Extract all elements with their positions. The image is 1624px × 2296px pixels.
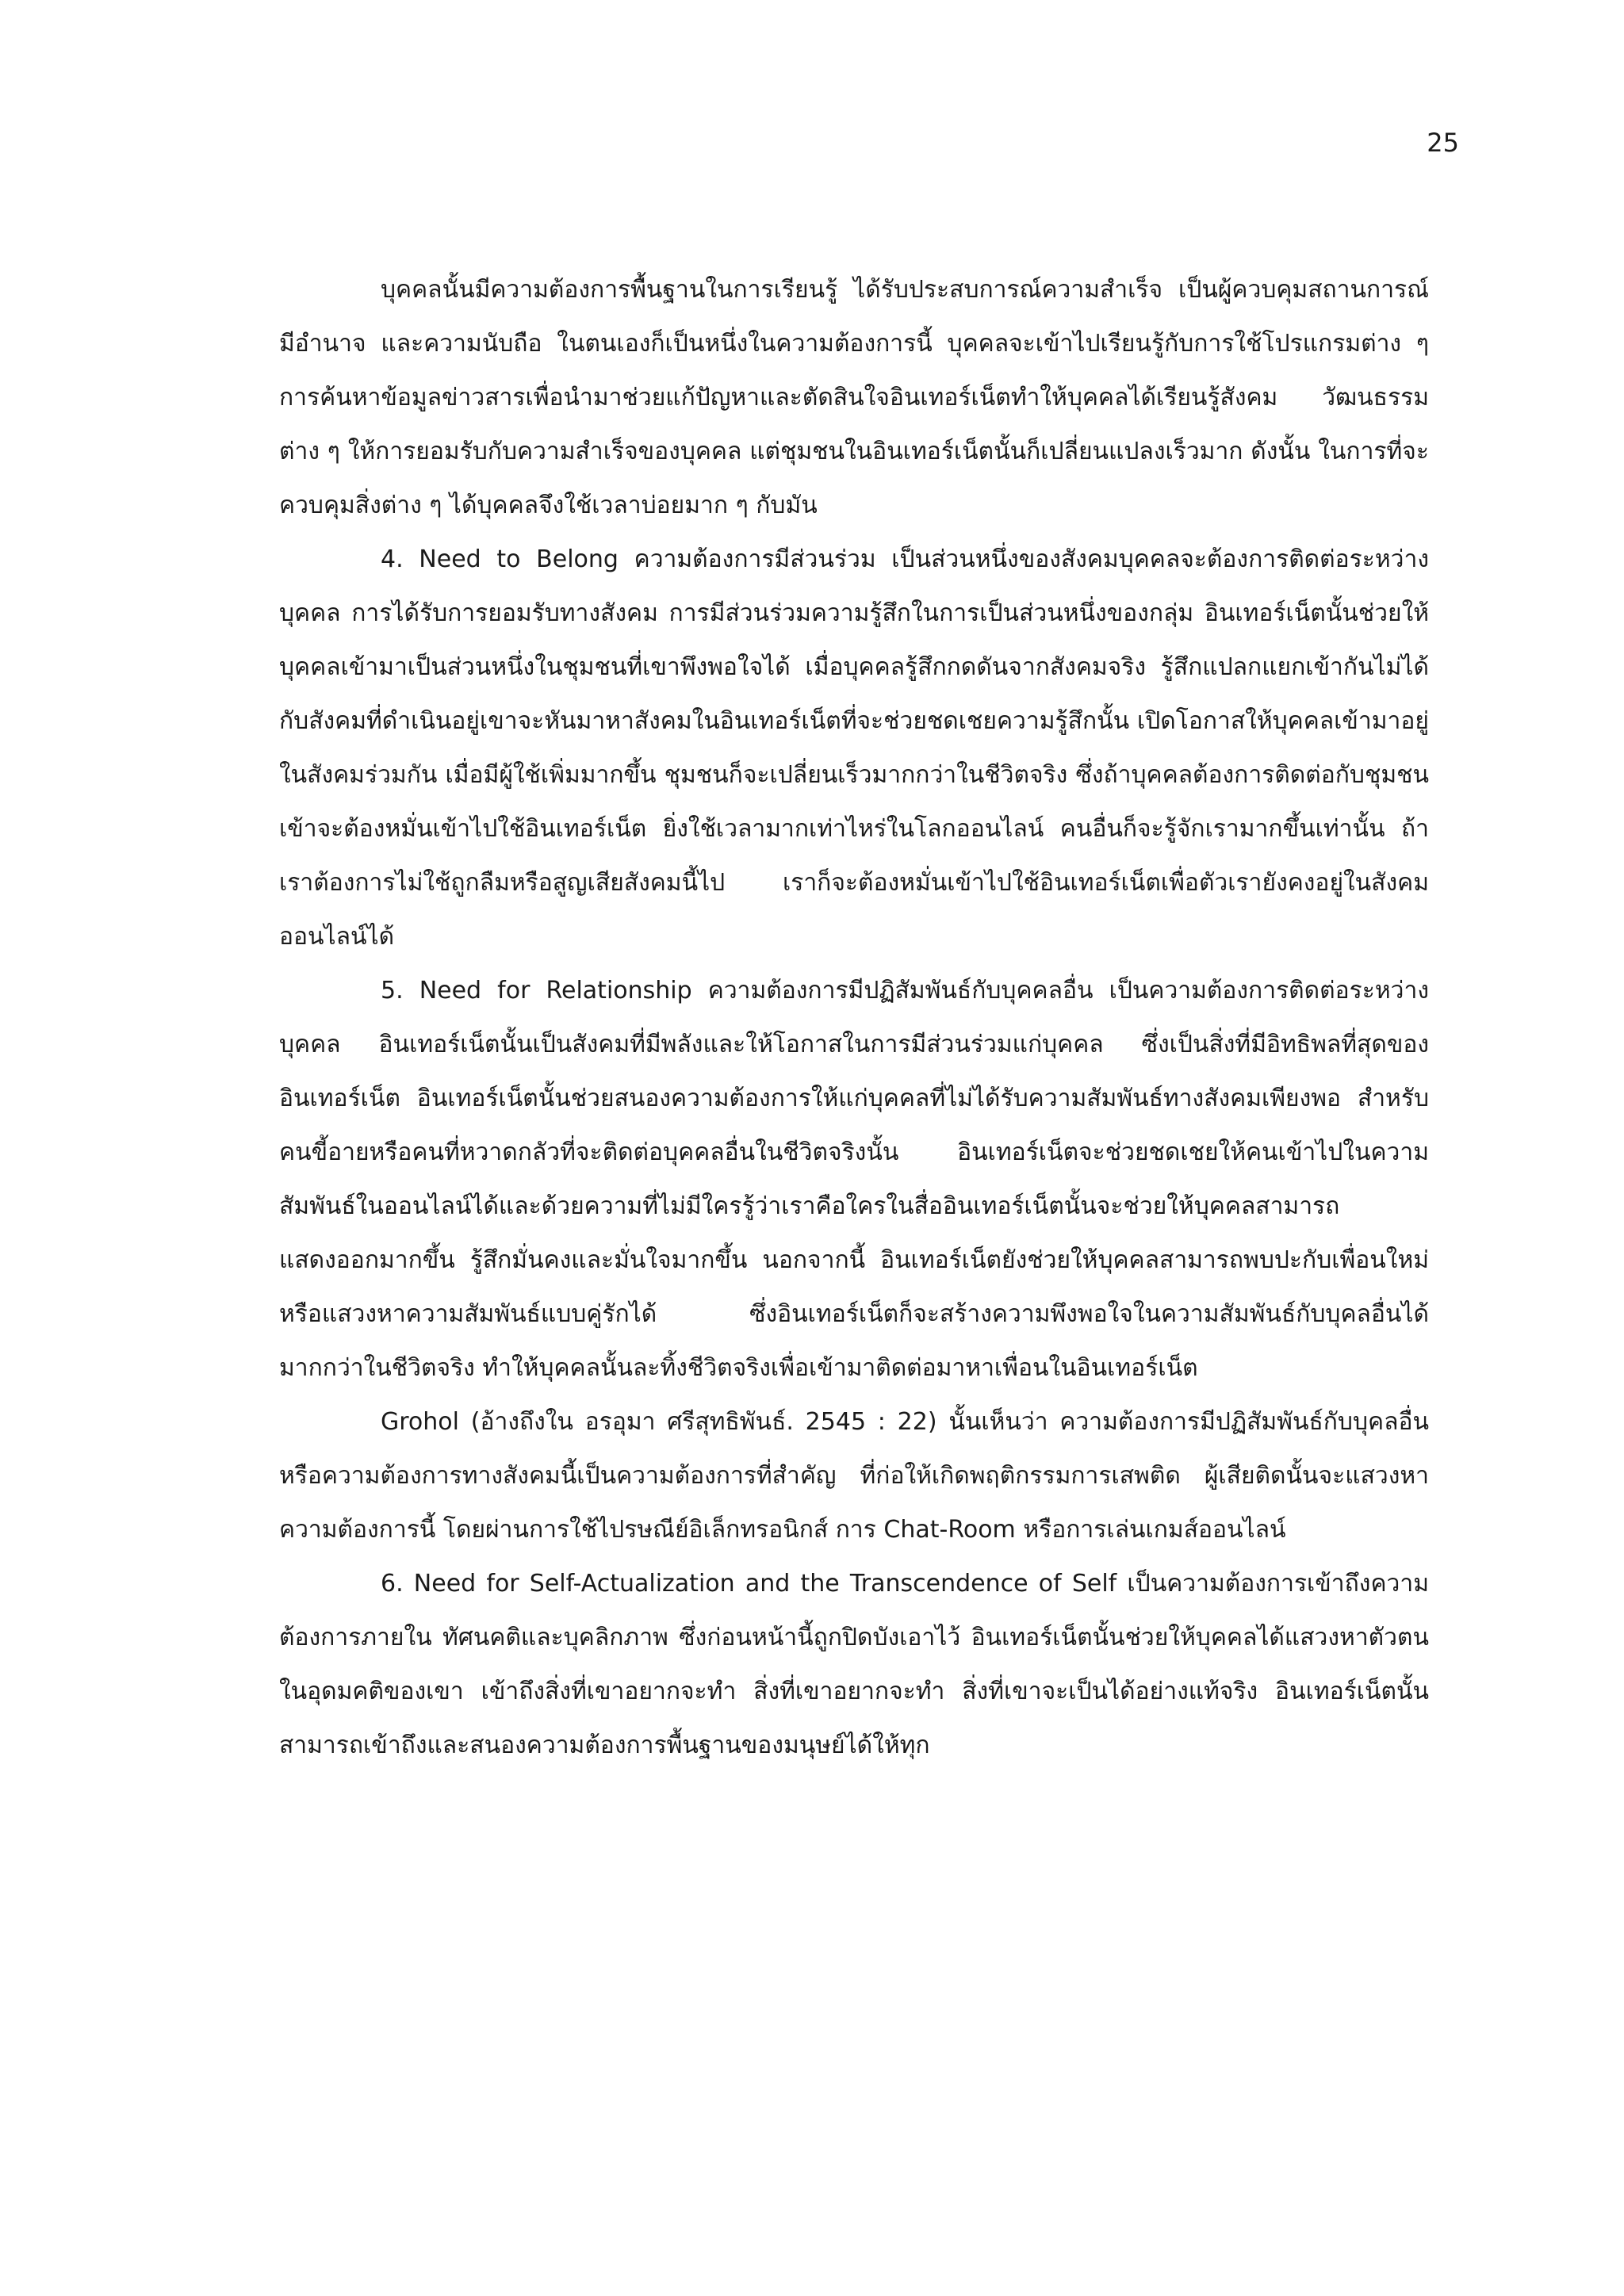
paragraph-need-to-belong: 4. Need to Belong ความต้องการมีส่วนร่วม เป็นส่วนหนึ่งของสังคมบุคคลจะต้องการติดต่อระหว่างบุคคล การได้รับการยอมรับทางสังคม การมีส่วนร่วมความรู้สึกในการเป็นส่วนหนึ่งของกลุ่ม อินเทอร์เน็ตนั้นช่วยให้บุคคลเข้ามาเป็นส่วนหนึ่งในชุมชนที่เขาพึงพอใจได้ เมื่อบุคคลรู้สึกกดดันจากสังคมจริง รู้สึกแปลกแยกเข้ากันไม่ได้กับสังคมที่ดำเนินอยู่เขาจะหันมาหาสังคมในอินเทอร์เน็ตที่จะช่วยชดเชยความรู้สึกนั้น เปิดโอกาสให้บุคคลเข้ามาอยู่ในสังคมร่วมกัน เมื่อมีผู้ใช้เพิ่มมากขึ้น ชุมชนก็จะเปลี่ยนเร็วมากกว่าในชีวิตจริง ซึ่งถ้าบุคคลต้องการติดต่อกับชุมชน เข้าจะต้องหมั่นเข้าไปใช้อินเทอร์เน็ต ยิ่งใช้เวลามากเท่าไหร่ในโลกออนไลน์ คนอื่นก็จะรู้จักเรามากขึ้นเท่านั้น ถ้าเราต้องการไม่ใช้ถูกลืมหรือสูญเสียสังคมนี้ไป เราก็จะต้องหมั่นเข้าไปใช้อินเทอร์เน็ตเพื่อตัวเรายังคงอยู่ในสังคมออนไลน์ได้ [279,545,1429,951]
paragraph-self-actualization: 6. Need for Self-Actualization and the Transcendence of Self เป็นความต้องการเข้าถึงความต้องการภายใน ทัศนคติและบุคลิกภาพ ซึ่งก่อนหน้านี้ถูกปิดบังเอาไว้ อินเทอร์เน็ตนั้นช่วยให้บุคคลได้แสวงหาตัวตนในอุดมคติของเขา เข้าถึงสิ่งที่เขาอยากจะทำ สิ่งที่เขาอยากจะทำ สิ่งที่เขาจะเป็นได้อย่างแท้จริง อินเทอร์เน็ตนั้นสามารถเข้าถึงและสนองความต้องการพื้นฐานของมนุษย์ได้ให้ทุก [279,1570,1429,1759]
paragraph-grohol-citation: Grohol (อ้างถึงใน อรอุมา ศรีสุทธิพันธ์. 2545 : 22) นั้นเห็นว่า ความต้องการมีปฏิสัมพันธ์กับบุคลอื่น หรือความต้องการทางสังคมนี้เป็นความต้องการที่สำคัญ ที่ก่อให้เกิดพฤติกรรมการเสพติด ผู้เสียติดนั้นจะแสวงหาความต้องการนี้ โดยผ่านการใช้ไปรษณีย์อิเล็กทรอนิกส์ การ Chat-Room หรือการเล่นเกมส์ออนไลน์ [279,1408,1429,1544]
page-number: 25 [1427,128,1459,158]
paragraph-need-for-relationship: 5. Need for Relationship ความต้องการมีปฏิสัมพันธ์กับบุคคลอื่น เป็นความต้องการติดต่อระหว่างบุคคล อินเทอร์เน็ตนั้นเป็นสังคมที่มีพลังและให้โอกาสในการมีส่วนร่วมแก่บุคคล ซึ่งเป็นสิ่งที่มีอิทธิพลที่สุดของอินเทอร์เน็ต อินเทอร์เน็ตนั้นช่วยสนองความต้องการให้แก่บุคคลที่ไม่ได้รับความสัมพันธ์ทางสังคมเพียงพอ สำหรับคนขี้อายหรือคนที่หวาดกลัวที่จะติดต่อบุคคลอื่นในชีวิตจริงนั้น อินเทอร์เน็ตจะช่วยชดเชยให้คนเข้าไปในความสัมพันธ์ในออนไลน์ได้และด้วยความที่ไม่มีใครรู้ว่าเราคือใครในสื่ออินเทอร์เน็ตนั้นจะช่วยให้บุคคลสามารถแสดงออกมากขึ้น รู้สึกมั่นคงและมั่นใจมากขึ้น นอกจากนี้ อินเทอร์เน็ตยังช่วยให้บุคคลสามารถพบปะกับเพื่อนใหม่หรือแสวงหาความสัมพันธ์แบบคู่รักได้ ซึ่งอินเทอร์เน็ตก็จะสร้างความพึงพอใจในความสัมพันธ์กับบุคลอื่นได้ มากกว่าในชีวิตจริง ทำให้บุคคลนั้นละทิ้งชีวิตจริงเพื่อเข้ามาติดต่อมาหาเพื่อนในอินเทอร์เน็ต [279,977,1429,1382]
document-body [279,263,1429,1773]
paragraph-self-esteem-continuation: บุคคลนั้นมีความต้องการพื้นฐานในการเรียนรู้ ได้รับประสบการณ์ความสำเร็จ เป็นผู้ควบคุมสถานการณ์ มีอำนาจ และความนับถือ ในตนเองก็เป็นหนึ่งในความต้องการนี้ บุคคลจะเข้าไปเรียนรู้กับการใช้โปรแกรมต่าง ๆ การค้นหาข้อมูลข่าวสารเพื่อนำมาช่วยแก้ปัญหาและตัดสินใจอินเทอร์เน็ตทำให้บุคคลได้เรียนรู้สังคม วัฒนธรรมต่าง ๆ ให้การยอมรับกับความสำเร็จของบุคคล แต่ชุมชนในอินเทอร์เน็ตนั้นก็เปลี่ยนแปลงเร็วมาก ดังนั้น ในการที่จะควบคุมสิ่งต่าง ๆ ได้บุคคลจึงใช้เวลาบ่อยมาก ๆ กับมัน [279,276,1429,519]
